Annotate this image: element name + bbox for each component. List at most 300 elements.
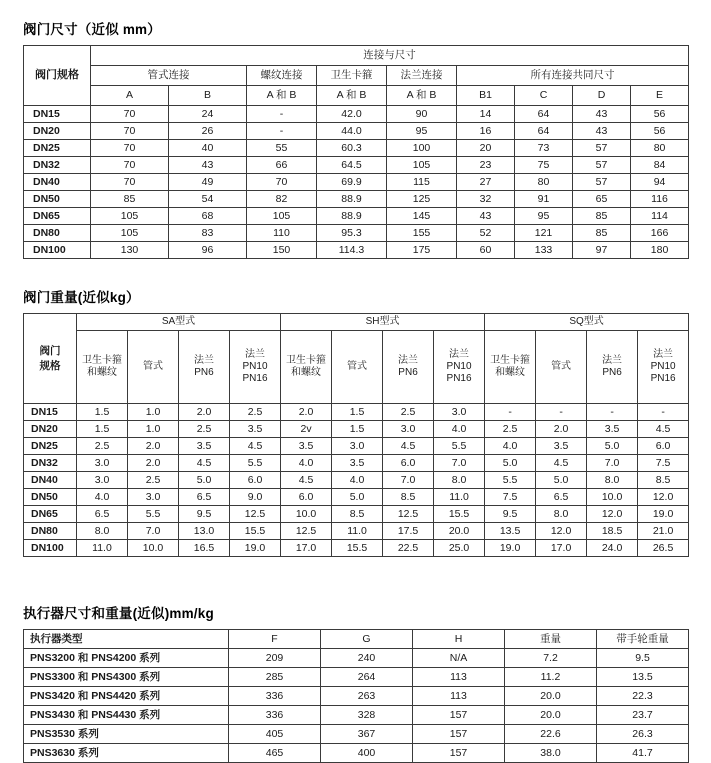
actuator-row-type: PNS3530 系列	[24, 725, 229, 744]
weights-cell: 6.5	[77, 506, 128, 523]
weights-column-header	[128, 331, 179, 404]
dimensions-column-header: A 和 B	[247, 86, 317, 106]
dimensions-cell: 69.9	[317, 174, 387, 191]
weights-spec-header-line1: 阀门	[39, 345, 61, 358]
actuator-cell: 157	[413, 725, 505, 744]
dimensions-cell: 130	[91, 242, 169, 259]
weights-column-header	[536, 331, 587, 404]
dimensions-cell: 150	[247, 242, 317, 259]
weights-column-header-line: 管式	[347, 361, 368, 373]
weights-cell: 3.5	[332, 455, 383, 472]
weights-cell: 2.0	[281, 404, 332, 421]
weights-column-header	[638, 331, 689, 404]
weights-cell: 18.5	[587, 523, 638, 540]
weights-cell: 4.5	[536, 455, 587, 472]
actuator-column-header: 重量	[505, 630, 597, 649]
dimensions-cell: 65	[573, 191, 631, 208]
weights-cell: 8.0	[536, 506, 587, 523]
weights-cell: 4.0	[332, 472, 383, 489]
weights-cell: 5.0	[587, 438, 638, 455]
weights-column-header-line: PN6	[602, 367, 622, 378]
actuator-cell: 23.7	[597, 706, 689, 725]
dimensions-cell: 60.3	[317, 140, 387, 157]
weights-cell: 4.5	[383, 438, 434, 455]
table-row	[24, 687, 689, 706]
table-row	[24, 455, 689, 472]
weights-cell: 2v	[281, 421, 332, 438]
weights-cell: 22.5	[383, 540, 434, 557]
dimensions-cell: 85	[573, 225, 631, 242]
weights-group-header: SQ型式	[485, 314, 689, 331]
dimensions-cell: 96	[169, 242, 247, 259]
dimensions-cell: 133	[515, 242, 573, 259]
weights-cell: -	[485, 404, 536, 421]
weights-cell: 3.5	[179, 438, 230, 455]
table-row	[24, 725, 689, 744]
weights-cell: 4.5	[230, 438, 281, 455]
weights-cell: 8.5	[383, 489, 434, 506]
weights-column-header	[332, 331, 383, 404]
weights-column-header-line: PN16	[650, 372, 676, 384]
dimensions-cell: 24	[169, 106, 247, 123]
dimensions-row-spec: DN32	[24, 157, 91, 174]
actuator-table-head	[24, 630, 689, 649]
valve-dimensions-table	[23, 45, 689, 259]
actuator-row-type: PNS3630 系列	[24, 744, 229, 763]
weights-cell: 3.5	[587, 421, 638, 438]
dimensions-cell: 105	[91, 225, 169, 242]
weights-group-header: SH型式	[281, 314, 485, 331]
actuator-cell: 113	[413, 668, 505, 687]
weights-cell: 4.0	[281, 455, 332, 472]
actuator-cell: 240	[321, 649, 413, 668]
actuator-cell: 9.5	[597, 649, 689, 668]
weights-cell: 2.5	[383, 404, 434, 421]
dimensions-cell: 105	[387, 157, 457, 174]
weights-cell: 6.0	[230, 472, 281, 489]
weights-cell: 7.0	[587, 455, 638, 472]
dimensions-cell: 94	[631, 174, 689, 191]
dimensions-cell: 80	[631, 140, 689, 157]
dimensions-cell: 97	[573, 242, 631, 259]
weights-cell: 5.5	[230, 455, 281, 472]
table-row	[24, 540, 689, 557]
dimensions-cell: 57	[573, 157, 631, 174]
valve-weights-table	[23, 313, 689, 557]
dimensions-cell: 14	[457, 106, 515, 123]
weights-cell: 19.0	[638, 506, 689, 523]
weights-cell: 6.5	[179, 489, 230, 506]
weights-spec-header-line2: 规格	[39, 359, 61, 372]
weights-cell: 2.5	[179, 421, 230, 438]
weights-row-spec: DN15	[24, 404, 77, 421]
weights-column-header-line: 法兰	[245, 349, 266, 361]
actuator-cell: N/A	[413, 649, 505, 668]
dimensions-cell: 27	[457, 174, 515, 191]
dimensions-cell: 52	[457, 225, 515, 242]
weights-cell: 13.5	[485, 523, 536, 540]
actuator-row-type: PNS3300 和 PNS4300 系列	[24, 668, 229, 687]
weights-row-spec: DN50	[24, 489, 77, 506]
dimensions-cell: 155	[387, 225, 457, 242]
weights-cell: 8.0	[77, 523, 128, 540]
dimensions-column-header: D	[573, 86, 631, 106]
actuator-column-header: H	[413, 630, 505, 649]
weights-table-head	[24, 314, 689, 404]
actuator-cell: 41.7	[597, 744, 689, 763]
weights-column-header-line: PN10	[650, 361, 676, 373]
weights-cell: 1.5	[77, 404, 128, 421]
dimensions-cell: 121	[515, 225, 573, 242]
dimensions-cell: 70	[91, 157, 169, 174]
weights-cell: 11.0	[77, 540, 128, 557]
weights-column-header	[230, 331, 281, 404]
dimensions-cell: 43	[573, 123, 631, 140]
weights-column-header-line: PN16	[242, 372, 268, 384]
weights-cell: 2.0	[128, 455, 179, 472]
actuator-section	[23, 602, 689, 763]
dimensions-cell: 88.9	[317, 208, 387, 225]
table-row	[24, 506, 689, 523]
table-row	[24, 225, 689, 242]
dimensions-cell: 116	[631, 191, 689, 208]
valve-weights-title: 阀门重量(近似kg）	[23, 290, 140, 305]
weights-column-header-line: 管式	[551, 361, 572, 373]
actuator-row-type: PNS3430 和 PNS4430 系列	[24, 706, 229, 725]
dimensions-cell: 75	[515, 157, 573, 174]
dimensions-table-body	[24, 106, 689, 259]
dimensions-cell: 84	[631, 157, 689, 174]
weights-cell: 7.0	[383, 472, 434, 489]
dimensions-cell: 55	[247, 140, 317, 157]
actuator-cell: 400	[321, 744, 413, 763]
table-row	[24, 438, 689, 455]
dimensions-row-spec: DN20	[24, 123, 91, 140]
dimensions-cell: 83	[169, 225, 247, 242]
dimensions-group-header: 所有连接共同尺寸	[457, 66, 689, 86]
dimensions-cell: 43	[169, 157, 247, 174]
weights-cell: 12.5	[281, 523, 332, 540]
actuator-column-header: G	[321, 630, 413, 649]
weights-cell: 6.0	[638, 438, 689, 455]
actuator-cell: 26.3	[597, 725, 689, 744]
weights-column-header-line: 和螺纹	[495, 367, 526, 378]
weights-cell: 8.5	[638, 472, 689, 489]
actuator-cell: 465	[229, 744, 321, 763]
weights-column-header	[485, 331, 536, 404]
dimensions-row-spec: DN80	[24, 225, 91, 242]
weights-cell: 4.5	[281, 472, 332, 489]
weights-cell: 12.0	[638, 489, 689, 506]
actuator-cell: 263	[321, 687, 413, 706]
dimensions-row-spec: DN50	[24, 191, 91, 208]
weights-cell: 6.0	[281, 489, 332, 506]
weights-cell: 24.0	[587, 540, 638, 557]
dimensions-group-header: 法兰连接	[387, 66, 457, 86]
actuator-cell: 336	[229, 706, 321, 725]
weights-cell: 5.0	[332, 489, 383, 506]
actuator-row-type: PNS3200 和 PNS4200 系列	[24, 649, 229, 668]
weights-column-header	[179, 331, 230, 404]
actuator-column-header: 带手轮重量	[597, 630, 689, 649]
weights-cell: 5.0	[179, 472, 230, 489]
dimensions-cell: 56	[631, 106, 689, 123]
dimensions-cell: 57	[573, 174, 631, 191]
weights-cell: 17.5	[383, 523, 434, 540]
weights-cell: 1.5	[332, 421, 383, 438]
dimensions-group-header: 管式连接	[91, 66, 247, 86]
weights-cell: 3.0	[383, 421, 434, 438]
weights-column-header-line: PN10	[242, 361, 268, 373]
weights-row-spec: DN65	[24, 506, 77, 523]
actuator-cell: 22.3	[597, 687, 689, 706]
dimensions-cell: 85	[91, 191, 169, 208]
actuator-cell: 157	[413, 744, 505, 763]
weights-cell: 12.5	[230, 506, 281, 523]
dimensions-cell: 85	[573, 208, 631, 225]
weights-cell: 9.5	[485, 506, 536, 523]
weights-header-row-1	[24, 314, 689, 331]
weights-cell: 3.5	[281, 438, 332, 455]
actuator-column-header: F	[229, 630, 321, 649]
actuator-cell: 264	[321, 668, 413, 687]
dimensions-cell: 66	[247, 157, 317, 174]
weights-cell: 4.0	[434, 421, 485, 438]
table-row	[24, 242, 689, 259]
weights-cell: 2.0	[536, 421, 587, 438]
dimensions-cell: 166	[631, 225, 689, 242]
dimensions-cell: 57	[573, 140, 631, 157]
dimensions-group-header: 卫生卡箍	[317, 66, 387, 86]
weights-cell: 3.5	[536, 438, 587, 455]
actuator-cell: 38.0	[505, 744, 597, 763]
dimensions-cell: 115	[387, 174, 457, 191]
dimensions-cell: 54	[169, 191, 247, 208]
dimensions-cell: 82	[247, 191, 317, 208]
weights-table-body	[24, 404, 689, 557]
dimensions-cell: 105	[91, 208, 169, 225]
weights-cell: 3.0	[77, 455, 128, 472]
dimensions-cell: 44.0	[317, 123, 387, 140]
weights-cell: 3.0	[128, 489, 179, 506]
table-row	[24, 191, 689, 208]
weights-cell: 6.5	[536, 489, 587, 506]
dimensions-column-header: B1	[457, 86, 515, 106]
weights-column-header-line: 法兰	[449, 349, 470, 361]
weights-cell: 17.0	[281, 540, 332, 557]
weights-column-header	[77, 331, 128, 404]
weights-column-header	[434, 331, 485, 404]
weights-cell: 1.0	[128, 421, 179, 438]
weights-column-header-line: PN16	[446, 372, 472, 384]
dimensions-cell: 110	[247, 225, 317, 242]
actuator-cell: 20.0	[505, 706, 597, 725]
weights-cell: 7.5	[485, 489, 536, 506]
weights-cell: 1.5	[332, 404, 383, 421]
dimensions-column-header: E	[631, 86, 689, 106]
actuator-type-header: 执行器类型	[24, 630, 229, 649]
weights-spec-header	[24, 314, 77, 404]
weights-cell: 2.0	[179, 404, 230, 421]
table-row	[24, 208, 689, 225]
actuator-table-body	[24, 649, 689, 763]
actuator-cell: 336	[229, 687, 321, 706]
weights-cell: 26.5	[638, 540, 689, 557]
table-row	[24, 744, 689, 763]
weights-cell: 7.0	[434, 455, 485, 472]
dimensions-cell: 95	[515, 208, 573, 225]
dimensions-cell: 100	[387, 140, 457, 157]
dimensions-column-header: B	[169, 86, 247, 106]
weights-column-header-line: PN6	[194, 367, 214, 378]
weights-cell: 4.0	[77, 489, 128, 506]
weights-column-header	[281, 331, 332, 404]
weights-cell: 2.5	[77, 438, 128, 455]
table-row	[24, 123, 689, 140]
weights-group-header: SA型式	[77, 314, 281, 331]
weights-cell: 12.5	[383, 506, 434, 523]
dimensions-cell: 105	[247, 208, 317, 225]
weights-cell: 21.0	[638, 523, 689, 540]
dimensions-column-header: A 和 B	[387, 86, 457, 106]
weights-cell: 9.5	[179, 506, 230, 523]
dimensions-row-spec: DN65	[24, 208, 91, 225]
dimensions-cell: 70	[91, 140, 169, 157]
dimensions-cell: -	[247, 123, 317, 140]
dimensions-column-header: A 和 B	[317, 86, 387, 106]
dimensions-cell: 64.5	[317, 157, 387, 174]
weights-column-header-line: 和螺纹	[87, 367, 117, 378]
weights-cell: 2.0	[128, 438, 179, 455]
weights-cell: -	[536, 404, 587, 421]
dimensions-cell: 68	[169, 208, 247, 225]
weights-cell: 15.5	[332, 540, 383, 557]
table-row	[24, 421, 689, 438]
dimensions-cell: 180	[631, 242, 689, 259]
table-row	[24, 649, 689, 668]
dimensions-cell: 114.3	[317, 242, 387, 259]
weights-cell: 11.0	[332, 523, 383, 540]
actuator-cell: 157	[413, 706, 505, 725]
dimensions-header-row-3	[24, 86, 689, 106]
dimensions-cell: 56	[631, 123, 689, 140]
dimensions-column-header: C	[515, 86, 573, 106]
table-row	[24, 157, 689, 174]
actuator-cell: 328	[321, 706, 413, 725]
actuator-cell: 7.2	[505, 649, 597, 668]
dimensions-cell: 90	[387, 106, 457, 123]
actuator-cell: 113	[413, 687, 505, 706]
weights-row-spec: DN20	[24, 421, 77, 438]
dimensions-column-header: A	[91, 86, 169, 106]
weights-cell: 19.0	[230, 540, 281, 557]
dimensions-table-head	[24, 46, 689, 106]
weights-cell: 4.5	[179, 455, 230, 472]
actuator-cell: 285	[229, 668, 321, 687]
weights-column-header-line: 卫生卡箍	[82, 355, 122, 367]
weights-cell: 10.0	[587, 489, 638, 506]
weights-cell: 5.5	[434, 438, 485, 455]
actuator-header-row	[24, 630, 689, 649]
table-row	[24, 472, 689, 489]
weights-cell: 3.5	[230, 421, 281, 438]
weights-column-header-line: 和螺纹	[291, 367, 322, 378]
weights-cell: 10.0	[128, 540, 179, 557]
weights-row-spec: DN80	[24, 523, 77, 540]
weights-column-header	[587, 331, 638, 404]
weights-row-spec: DN32	[24, 455, 77, 472]
weights-column-header-line: 管式	[143, 361, 163, 373]
weights-cell: 5.5	[485, 472, 536, 489]
valve-dimensions-title: 阀门尺寸（近似 mm）	[23, 22, 161, 37]
actuator-cell: 209	[229, 649, 321, 668]
dimensions-cell: 70	[247, 174, 317, 191]
weights-cell: 4.0	[485, 438, 536, 455]
weights-cell: 15.5	[434, 506, 485, 523]
dimensions-cell: 95.3	[317, 225, 387, 242]
dimensions-cell: 43	[457, 208, 515, 225]
weights-cell: 7.5	[638, 455, 689, 472]
weights-cell: 17.0	[536, 540, 587, 557]
weights-cell: 3.0	[434, 404, 485, 421]
dimensions-row-spec: DN25	[24, 140, 91, 157]
weights-column-header-line: 法兰	[194, 355, 214, 367]
dimensions-cell: 125	[387, 191, 457, 208]
weights-cell: 11.0	[434, 489, 485, 506]
dimensions-row-spec: DN15	[24, 106, 91, 123]
dimensions-cell: 64	[515, 106, 573, 123]
weights-cell: -	[638, 404, 689, 421]
dimensions-cell: 95	[387, 123, 457, 140]
weights-cell: 2.5	[230, 404, 281, 421]
weights-cell: 1.5	[77, 421, 128, 438]
weights-cell: 15.5	[230, 523, 281, 540]
weights-cell: 20.0	[434, 523, 485, 540]
weights-row-spec: DN100	[24, 540, 77, 557]
weights-column-header	[383, 331, 434, 404]
actuator-cell: 20.0	[505, 687, 597, 706]
weights-column-header-line: 法兰	[653, 349, 674, 361]
weights-row-spec: DN40	[24, 472, 77, 489]
weights-cell: 2.5	[485, 421, 536, 438]
weights-cell: 1.0	[128, 404, 179, 421]
dimensions-cell: 88.9	[317, 191, 387, 208]
weights-column-header-line: 法兰	[398, 355, 419, 367]
dimensions-header-row-1	[24, 46, 689, 66]
table-row	[24, 489, 689, 506]
weights-cell: -	[587, 404, 638, 421]
weights-cell: 7.0	[128, 523, 179, 540]
weights-column-header-line: 卫生卡箍	[490, 355, 531, 367]
weights-cell: 4.5	[638, 421, 689, 438]
actuator-cell: 11.2	[505, 668, 597, 687]
dimensions-cell: 60	[457, 242, 515, 259]
dimensions-cell: 145	[387, 208, 457, 225]
weights-cell: 6.0	[383, 455, 434, 472]
table-row	[24, 106, 689, 123]
dimensions-cell: 43	[573, 106, 631, 123]
weights-cell: 5.0	[485, 455, 536, 472]
weights-column-header-line: PN6	[398, 367, 418, 378]
dimensions-cell: 42.0	[317, 106, 387, 123]
dimensions-cell: 26	[169, 123, 247, 140]
actuator-title: 执行器尺寸和重量(近似)mm/kg	[23, 606, 214, 621]
dimensions-header-row-2	[24, 66, 689, 86]
actuator-table	[23, 629, 689, 763]
actuator-row-type: PNS3420 和 PNS4420 系列	[24, 687, 229, 706]
weights-cell: 12.0	[587, 506, 638, 523]
dimensions-group-header: 螺纹连接	[247, 66, 317, 86]
